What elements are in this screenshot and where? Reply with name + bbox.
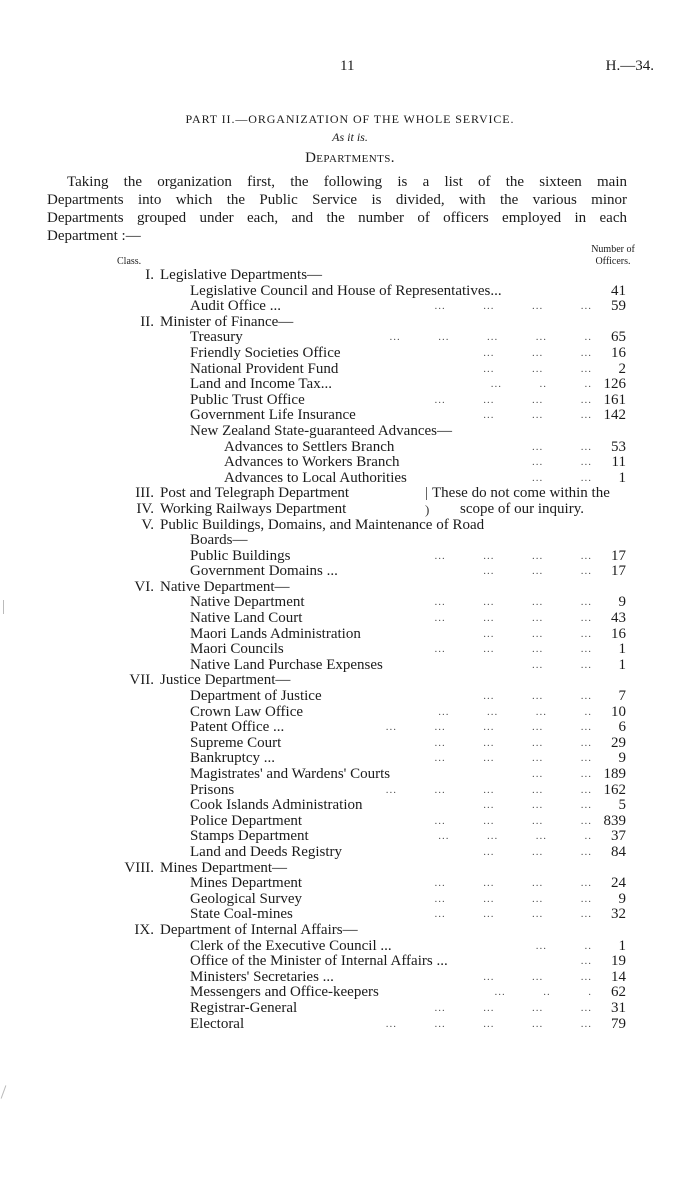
department-row bbox=[0, 798, 700, 814]
leader-dots: ... ... ... ... bbox=[434, 877, 592, 890]
intro-line: Department :— bbox=[47, 228, 141, 244]
department-row bbox=[0, 595, 700, 611]
officer-count: 161 bbox=[603, 391, 626, 408]
officer-count: 2 bbox=[618, 360, 626, 377]
department-row bbox=[0, 736, 700, 752]
department-label: Native Land Court bbox=[190, 610, 303, 627]
department-row bbox=[0, 533, 700, 549]
department-label: Native Department— bbox=[160, 578, 290, 595]
department-row bbox=[0, 424, 700, 440]
class-numeral: V. bbox=[141, 516, 154, 533]
officer-count: 839 bbox=[603, 812, 626, 829]
officer-count: 142 bbox=[603, 407, 626, 424]
department-row bbox=[0, 362, 700, 378]
department-label: State Coal-mines bbox=[190, 906, 293, 923]
class-numeral: VII. bbox=[129, 672, 154, 689]
department-row bbox=[0, 627, 700, 643]
officer-count: 9 bbox=[618, 594, 626, 611]
officer-count: 53 bbox=[611, 438, 626, 455]
department-label: Minister of Finance— bbox=[160, 313, 294, 330]
department-label: Mines Department bbox=[190, 875, 303, 892]
department-label: Government Domains ... bbox=[190, 563, 338, 580]
department-row bbox=[0, 346, 700, 362]
department-label: Public Buildings bbox=[190, 547, 291, 564]
department-label: Advances to Local Authorities bbox=[224, 469, 407, 486]
leader-dots: ... ... ... ... ... bbox=[385, 783, 592, 796]
department-label: Geological Survey bbox=[190, 890, 303, 907]
leader-dots: ... ... ... bbox=[483, 565, 592, 578]
leader-dots: ... ... ... ... bbox=[434, 612, 592, 625]
department-class-row bbox=[0, 315, 700, 331]
officer-count: 11 bbox=[611, 454, 626, 471]
officer-count: 14 bbox=[611, 968, 626, 985]
officer-count: 84 bbox=[611, 843, 626, 860]
department-label: Land and Income Tax... bbox=[190, 376, 332, 393]
brace-mark: ) bbox=[425, 501, 430, 517]
margin-mark bbox=[3, 600, 4, 614]
officer-count: 162 bbox=[603, 781, 626, 798]
intro-line: Taking the organization first, the following is a list of the sixteen main bbox=[67, 174, 627, 190]
leader-dots: ... ... ... bbox=[483, 845, 592, 858]
department-label: Legislative Departments— bbox=[160, 267, 323, 283]
department-label: Public Buildings, Domains, and Maintenance of Road bbox=[160, 516, 485, 533]
leader-dots: ... ... ... ... bbox=[434, 752, 592, 765]
department-label: Patent Office ... bbox=[190, 719, 285, 736]
department-row bbox=[0, 408, 700, 424]
department-label: Messengers and Office-keepers bbox=[190, 984, 379, 1001]
department-row bbox=[0, 892, 700, 908]
leader-dots: ... ... ... bbox=[483, 409, 592, 422]
department-label: Office of the Minister of Internal Affairs ... bbox=[190, 953, 448, 970]
department-row bbox=[0, 970, 700, 986]
officer-count: 189 bbox=[603, 766, 626, 782]
department-class-row bbox=[0, 580, 700, 596]
department-label: Advances to Workers Branch bbox=[224, 454, 400, 471]
officer-count: 65 bbox=[611, 329, 626, 346]
department-label: National Provident Fund bbox=[190, 360, 339, 377]
brace-mark: | bbox=[425, 485, 429, 502]
department-row bbox=[0, 845, 700, 861]
department-class-row bbox=[0, 673, 700, 689]
leader-dots: ... ... ... ... bbox=[434, 300, 592, 313]
department-list bbox=[0, 268, 700, 1032]
department-row bbox=[0, 1017, 700, 1033]
intro-line: Departments grouped under each, and the number of officers employed in each bbox=[47, 210, 627, 226]
document-reference: H.—34. bbox=[605, 58, 654, 74]
intro-paragraph bbox=[47, 173, 627, 245]
department-row bbox=[0, 705, 700, 721]
department-label: Department of Internal Affairs— bbox=[160, 921, 358, 938]
leader-dots: ... ... bbox=[532, 658, 592, 671]
department-row bbox=[0, 751, 700, 767]
part-subtitle: As it is. bbox=[332, 130, 368, 144]
officer-count: 9 bbox=[618, 890, 626, 907]
class-numeral: IX. bbox=[134, 921, 154, 938]
department-row bbox=[0, 564, 700, 580]
department-row bbox=[0, 720, 700, 736]
officer-count: 17 bbox=[611, 547, 626, 564]
officer-count: 1 bbox=[618, 937, 626, 954]
department-row bbox=[0, 299, 700, 315]
officer-count: 16 bbox=[611, 625, 626, 642]
department-label: Advances to Settlers Branch bbox=[224, 438, 395, 455]
leader-dots: ... ... ... ... bbox=[434, 643, 592, 656]
department-row bbox=[0, 939, 700, 955]
leader-dots: ... .. . bbox=[494, 986, 592, 999]
class-numeral: VI. bbox=[134, 578, 154, 595]
officer-count: 41 bbox=[611, 282, 626, 299]
department-label: Ministers' Secretaries ... bbox=[190, 968, 334, 985]
leader-dots: ... ... ... bbox=[483, 970, 592, 983]
officer-count: 126 bbox=[603, 376, 626, 393]
leader-dots: ... ... ... ... bbox=[434, 892, 592, 905]
leader-dots: ... .. .. bbox=[490, 378, 592, 391]
department-label: Stamps Department bbox=[190, 828, 309, 845]
margin-mark bbox=[1, 1085, 7, 1098]
department-label: New Zealand State-guaranteed Advances— bbox=[190, 422, 452, 439]
department-row bbox=[0, 642, 700, 658]
officer-count: 24 bbox=[611, 875, 626, 892]
officer-count: 5 bbox=[618, 797, 626, 814]
leader-dots: ... ... ... ... ... bbox=[385, 1017, 592, 1030]
leader-dots: ... ... bbox=[532, 768, 592, 780]
department-label: Native Land Purchase Expenses bbox=[190, 656, 383, 673]
leader-dots: ... ... ... bbox=[483, 690, 592, 703]
class-numeral: III. bbox=[135, 485, 154, 502]
department-label: Electoral bbox=[190, 1015, 245, 1032]
department-row bbox=[0, 985, 700, 1001]
leader-dots: ... ... bbox=[532, 471, 592, 484]
department-label: Working Railways Department bbox=[160, 500, 347, 517]
column-header-class: Class. bbox=[117, 256, 142, 267]
column-header-number-line2: Officers. bbox=[595, 256, 631, 267]
officer-count: 32 bbox=[611, 906, 626, 923]
department-label: Post and Telegraph Department bbox=[160, 485, 350, 502]
department-label: Treasury bbox=[190, 329, 243, 346]
officer-count: 31 bbox=[611, 999, 626, 1016]
scope-note: scope of our inquiry. bbox=[460, 500, 584, 517]
department-label: Clerk of the Executive Council ... bbox=[190, 937, 392, 954]
department-row bbox=[0, 954, 700, 970]
leader-dots: ... ... ... ... bbox=[434, 549, 592, 562]
officer-count: 10 bbox=[611, 703, 626, 720]
officer-count: 37 bbox=[611, 828, 626, 845]
part-title: PART II.—ORGANIZATION OF THE WHOLE SERVICE. bbox=[185, 112, 515, 126]
department-class-row bbox=[0, 861, 700, 877]
page-header bbox=[0, 58, 700, 80]
department-label: Bankruptcy ... bbox=[190, 750, 275, 767]
officer-count: 79 bbox=[611, 1015, 626, 1032]
department-label: Maori Councils bbox=[190, 641, 284, 658]
leader-dots: ... ... ... ... bbox=[434, 814, 592, 827]
department-class-row bbox=[0, 502, 700, 518]
class-numeral: IV. bbox=[136, 500, 154, 517]
officer-count: 62 bbox=[611, 984, 626, 1001]
leader-dots: ... ... ... ... bbox=[434, 908, 592, 921]
department-row bbox=[0, 377, 700, 393]
leader-dots: ... ... ... bbox=[483, 799, 592, 812]
department-row bbox=[0, 455, 700, 471]
leader-dots: ... ... ... .. bbox=[438, 705, 592, 718]
leader-dots: ... ... ... bbox=[483, 627, 592, 640]
department-row bbox=[0, 829, 700, 845]
section-title: Departments. bbox=[305, 150, 395, 166]
leader-dots: ... bbox=[580, 955, 592, 968]
officer-count: 1 bbox=[618, 641, 626, 658]
officer-count: 7 bbox=[618, 688, 626, 705]
column-header-number bbox=[573, 244, 653, 268]
leader-dots: ... ... bbox=[532, 440, 592, 453]
department-label: Native Department bbox=[190, 594, 305, 611]
officer-count: 6 bbox=[618, 719, 626, 736]
officer-count: 19 bbox=[611, 953, 626, 970]
department-row bbox=[0, 783, 700, 799]
department-class-row bbox=[0, 518, 700, 534]
department-label: Supreme Court bbox=[190, 734, 282, 751]
leader-dots: ... .. bbox=[535, 939, 592, 952]
department-label: Public Trust Office bbox=[190, 391, 305, 408]
department-class-row bbox=[0, 268, 700, 284]
department-row bbox=[0, 658, 700, 674]
leader-dots: ... ... ... bbox=[483, 362, 592, 375]
department-row bbox=[0, 471, 700, 487]
department-label: Cook Islands Administration bbox=[190, 797, 363, 814]
leader-dots: ... ... ... ... bbox=[434, 596, 592, 609]
intro-line: Departments into which the Public Service is divided, with the various minor bbox=[47, 192, 627, 208]
department-row bbox=[0, 393, 700, 409]
department-label: Government Life Insurance bbox=[190, 407, 356, 424]
department-class-row bbox=[0, 923, 700, 939]
officer-count: 9 bbox=[618, 750, 626, 767]
department-label: Legislative Council and House of Representatives... bbox=[190, 282, 502, 299]
department-label: Justice Department— bbox=[160, 672, 291, 689]
officer-count: 59 bbox=[611, 298, 626, 315]
department-label: Land and Deeds Registry bbox=[190, 843, 343, 860]
department-row bbox=[0, 876, 700, 892]
department-label: Department of Justice bbox=[190, 688, 322, 705]
officer-count: 1 bbox=[618, 469, 626, 486]
department-label: Registrar-General bbox=[190, 999, 298, 1016]
department-label: Magistrates' and Wardens' Courts bbox=[190, 766, 391, 782]
department-row bbox=[0, 440, 700, 456]
department-row bbox=[0, 1001, 700, 1017]
department-row bbox=[0, 689, 700, 705]
scope-note: These do not come within the bbox=[432, 485, 610, 502]
department-row bbox=[0, 767, 700, 783]
officer-count: 1 bbox=[618, 656, 626, 673]
officer-count: 17 bbox=[611, 563, 626, 580]
department-row bbox=[0, 907, 700, 923]
department-class-row bbox=[0, 486, 700, 502]
department-row bbox=[0, 330, 700, 346]
leader-dots: ... ... ... .. bbox=[438, 830, 592, 843]
department-row bbox=[0, 284, 700, 300]
leader-dots: ... ... ... ... .. bbox=[389, 331, 592, 344]
department-label: Maori Lands Administration bbox=[190, 625, 361, 642]
department-label: Boards— bbox=[190, 532, 248, 549]
department-label: Prisons bbox=[190, 781, 235, 798]
officer-count: 43 bbox=[611, 610, 626, 627]
leader-dots: ... ... ... ... bbox=[434, 736, 592, 749]
officer-count: 29 bbox=[611, 734, 626, 751]
department-row bbox=[0, 611, 700, 627]
department-label: Friendly Societies Office bbox=[190, 344, 341, 361]
officer-count: 16 bbox=[611, 344, 626, 361]
leader-dots: ... ... ... ... bbox=[434, 393, 592, 406]
department-label: Police Department bbox=[190, 812, 303, 829]
department-row bbox=[0, 549, 700, 565]
leader-dots: ... ... ... bbox=[483, 346, 592, 359]
page-number: 11 bbox=[340, 58, 355, 74]
department-label: Crown Law Office bbox=[190, 703, 304, 720]
column-header-number-line1: Number of bbox=[591, 244, 635, 255]
leader-dots: ... ... bbox=[532, 456, 592, 469]
department-row bbox=[0, 814, 700, 830]
leader-dots: ... ... ... ... ... bbox=[385, 721, 592, 734]
department-label: Mines Department— bbox=[160, 859, 288, 876]
class-numeral: VIII. bbox=[124, 859, 154, 876]
leader-dots: ... ... ... ... bbox=[434, 1001, 592, 1014]
department-label: Audit Office ... bbox=[190, 298, 281, 315]
class-numeral: II. bbox=[140, 313, 154, 330]
class-numeral: I. bbox=[145, 267, 154, 283]
